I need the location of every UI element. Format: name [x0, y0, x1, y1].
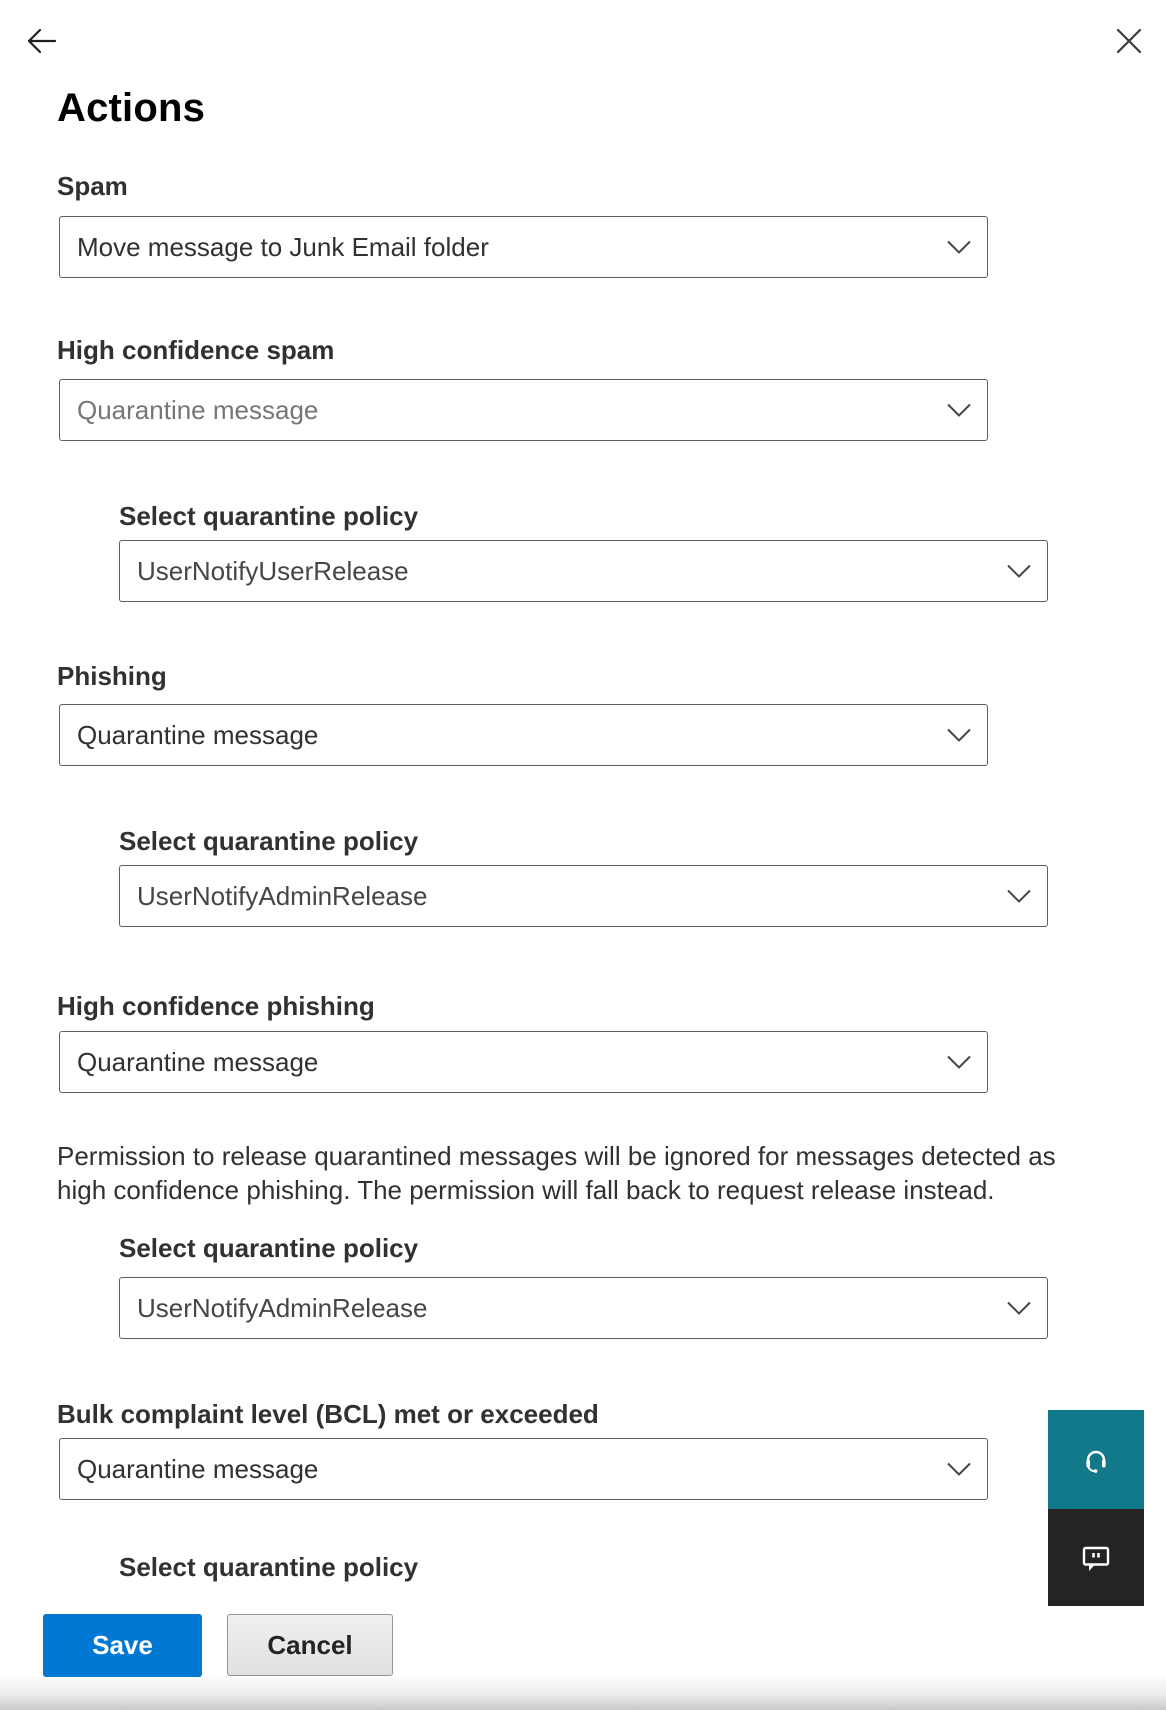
- phishing-label: Phishing: [57, 661, 167, 691]
- arrow-left-icon: [22, 22, 60, 60]
- chevron-down-icon: [946, 403, 972, 418]
- chevron-down-icon: [1006, 889, 1032, 904]
- hcp-quarantine-policy-value: UserNotifyAdminRelease: [137, 1292, 428, 1323]
- hcs-quarantine-policy-dropdown[interactable]: [119, 540, 1048, 602]
- chevron-down-icon: [946, 1462, 972, 1477]
- save-button[interactable]: Save: [43, 1614, 202, 1677]
- phishing-quarantine-policy-dropdown[interactable]: [119, 865, 1048, 927]
- hcs-quarantine-policy-label: Select quarantine policy: [119, 501, 419, 531]
- footer-bar: [0, 1583, 1166, 1710]
- hcp-quarantine-policy-dropdown[interactable]: [119, 1277, 1048, 1339]
- high-confidence-spam-value: Quarantine message: [77, 394, 319, 425]
- bcl-action-dropdown[interactable]: [59, 1438, 988, 1500]
- phishing-action-dropdown[interactable]: [59, 704, 988, 766]
- chevron-down-icon: [946, 728, 972, 743]
- bcl-action-value: Quarantine message: [77, 1453, 319, 1484]
- chevron-down-icon: [946, 240, 972, 255]
- hcs-quarantine-policy-value: UserNotifyUserRelease: [137, 555, 409, 586]
- chevron-down-icon: [1006, 1301, 1032, 1316]
- back-button[interactable]: [22, 22, 60, 60]
- feedback-button[interactable]: [1048, 1509, 1144, 1606]
- high-confidence-phishing-label: High confidence phishing: [57, 991, 375, 1021]
- close-x-icon: [1113, 25, 1145, 57]
- hcp-quarantine-policy-label: Select quarantine policy: [119, 1233, 419, 1263]
- chevron-down-icon: [946, 1055, 972, 1070]
- phishing-action-value: Quarantine message: [77, 719, 319, 750]
- high-confidence-phishing-value: Quarantine message: [77, 1046, 319, 1077]
- phishing-quarantine-policy-label: Select quarantine policy: [119, 826, 419, 856]
- cancel-button[interactable]: Cancel: [227, 1614, 393, 1676]
- spam-label: Spam: [57, 171, 128, 201]
- spam-action-value: Move message to Junk Email folder: [77, 231, 489, 262]
- high-confidence-spam-dropdown[interactable]: [59, 379, 988, 441]
- spam-action-dropdown[interactable]: [59, 216, 988, 278]
- chevron-down-icon: [1006, 564, 1032, 579]
- phishing-quarantine-policy-value: UserNotifyAdminRelease: [137, 880, 428, 911]
- high-confidence-phishing-dropdown[interactable]: [59, 1031, 988, 1093]
- chat-feedback-icon: [1079, 1541, 1113, 1575]
- help-support-button[interactable]: [1048, 1410, 1144, 1509]
- bcl-quarantine-policy-label: Select quarantine policy: [119, 1552, 419, 1582]
- hcp-permission-note: Permission to release quarantined messages will be ignored for messages detected as high confidence phishing. The permission will fall back to request release instead.: [57, 1141, 1056, 1205]
- bcl-label: Bulk complaint level (BCL) met or exceeded: [57, 1399, 599, 1429]
- headset-icon: [1079, 1443, 1113, 1477]
- close-button[interactable]: [1113, 25, 1145, 57]
- page-title: Actions: [57, 86, 206, 130]
- high-confidence-spam-label: High confidence spam: [57, 335, 335, 365]
